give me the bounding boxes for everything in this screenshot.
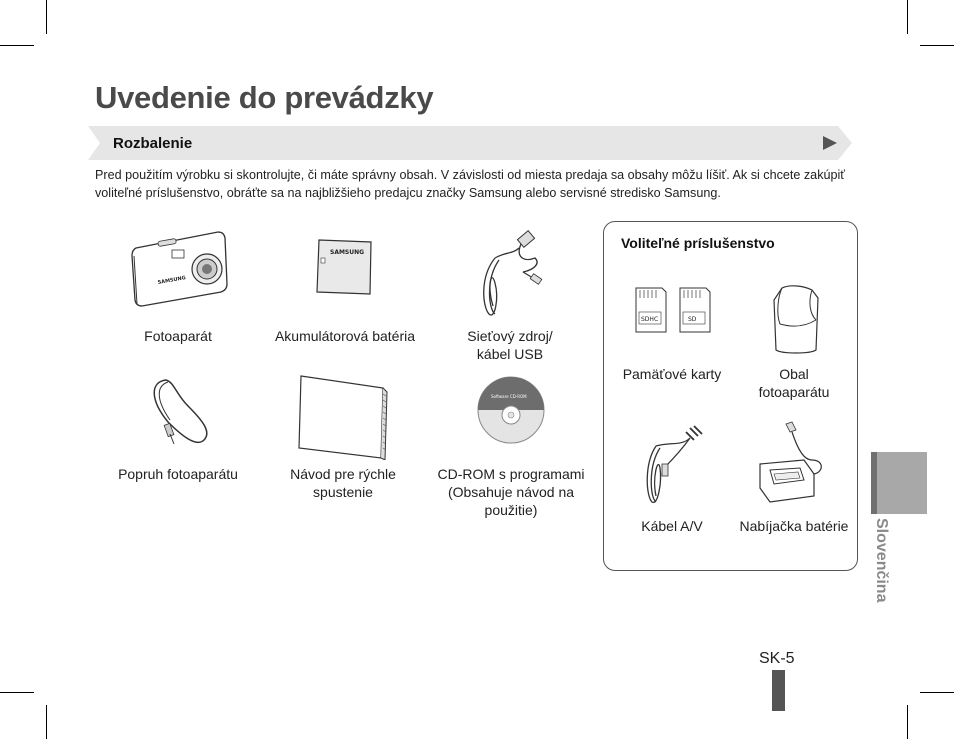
section-title: Rozbalenie	[113, 135, 193, 152]
svg-text:Software CD-ROM: Software CD-ROM	[491, 394, 527, 399]
item-camera-case	[734, 282, 854, 402]
item-label: CD-ROM s programami (Obsahuje návod na použitie)	[437, 466, 585, 518]
item-memory-cards	[612, 282, 732, 392]
page-title: Uvedenie do prevádzky	[95, 80, 434, 115]
item-label: Pamäťové karty	[622, 366, 722, 382]
item-label: Popruh fotoaparátu	[118, 466, 238, 482]
item-av-cable	[612, 420, 732, 540]
svg-text:SD: SD	[688, 316, 697, 323]
page-number-bar	[772, 670, 785, 711]
item-camera	[120, 222, 236, 362]
battery-icon	[315, 238, 375, 296]
item-label: Obal fotoaparátu	[758, 366, 830, 400]
crop-mark	[0, 692, 34, 693]
crop-mark	[0, 45, 34, 46]
crop-mark	[920, 692, 954, 693]
cd-rom-icon	[477, 376, 545, 444]
item-manual	[283, 372, 403, 522]
language-tab	[871, 452, 927, 514]
crop-mark	[46, 0, 47, 34]
camera-case-icon	[770, 284, 822, 356]
item-battery	[269, 230, 421, 360]
item-cd-rom	[432, 372, 590, 522]
crop-mark	[907, 705, 908, 739]
item-label: Sieťový zdroj/ kábel USB	[467, 328, 553, 362]
manual-icon	[297, 374, 391, 460]
page-number: SK-5	[759, 650, 795, 667]
item-label: Kábel A/V	[641, 518, 703, 534]
item-label: Návod pre rýchle spustenie	[290, 466, 396, 500]
crop-mark	[920, 45, 954, 46]
optional-accessories-box	[603, 221, 858, 571]
item-label: Akumulátorová batéria	[274, 328, 416, 344]
strap-icon	[144, 376, 214, 448]
av-cable-icon	[640, 422, 710, 506]
svg-text:SDHC: SDHC	[641, 316, 659, 323]
svg-text:SAMSUNG: SAMSUNG	[330, 249, 365, 256]
optional-accessories-title: Voliteľné príslušenstvo	[621, 235, 775, 251]
usb-cable-icon	[475, 228, 555, 320]
memory-cards-icon	[632, 286, 718, 334]
battery-charger-icon	[752, 420, 836, 506]
language-label: Slovenčina	[873, 518, 890, 603]
section-bar	[88, 126, 852, 160]
camera-icon	[130, 226, 230, 308]
item-strap	[112, 372, 244, 492]
item-label: Fotoaparát	[144, 328, 212, 344]
crop-mark	[46, 705, 47, 739]
item-battery-charger	[732, 420, 856, 540]
intro-text: Pred použitím výrobku si skontrolujte, či máte správny obsah. V závislosti od miesta predaja sa obsahy môžu líšiť. Ak si chcete zakúpiť voliteľné príslušenstvo, obráťte sa na najbližšieho predajcu značky Samsung alebo servisné stredisko Samsung.	[95, 168, 846, 200]
item-label: Nabíjačka batérie	[739, 518, 849, 534]
svg-text:SAMSUNG: SAMSUNG	[157, 275, 187, 286]
crop-mark	[907, 0, 908, 34]
item-usb-cable	[445, 226, 575, 366]
next-arrow-icon	[823, 136, 837, 150]
language-tab-marker	[871, 452, 877, 514]
